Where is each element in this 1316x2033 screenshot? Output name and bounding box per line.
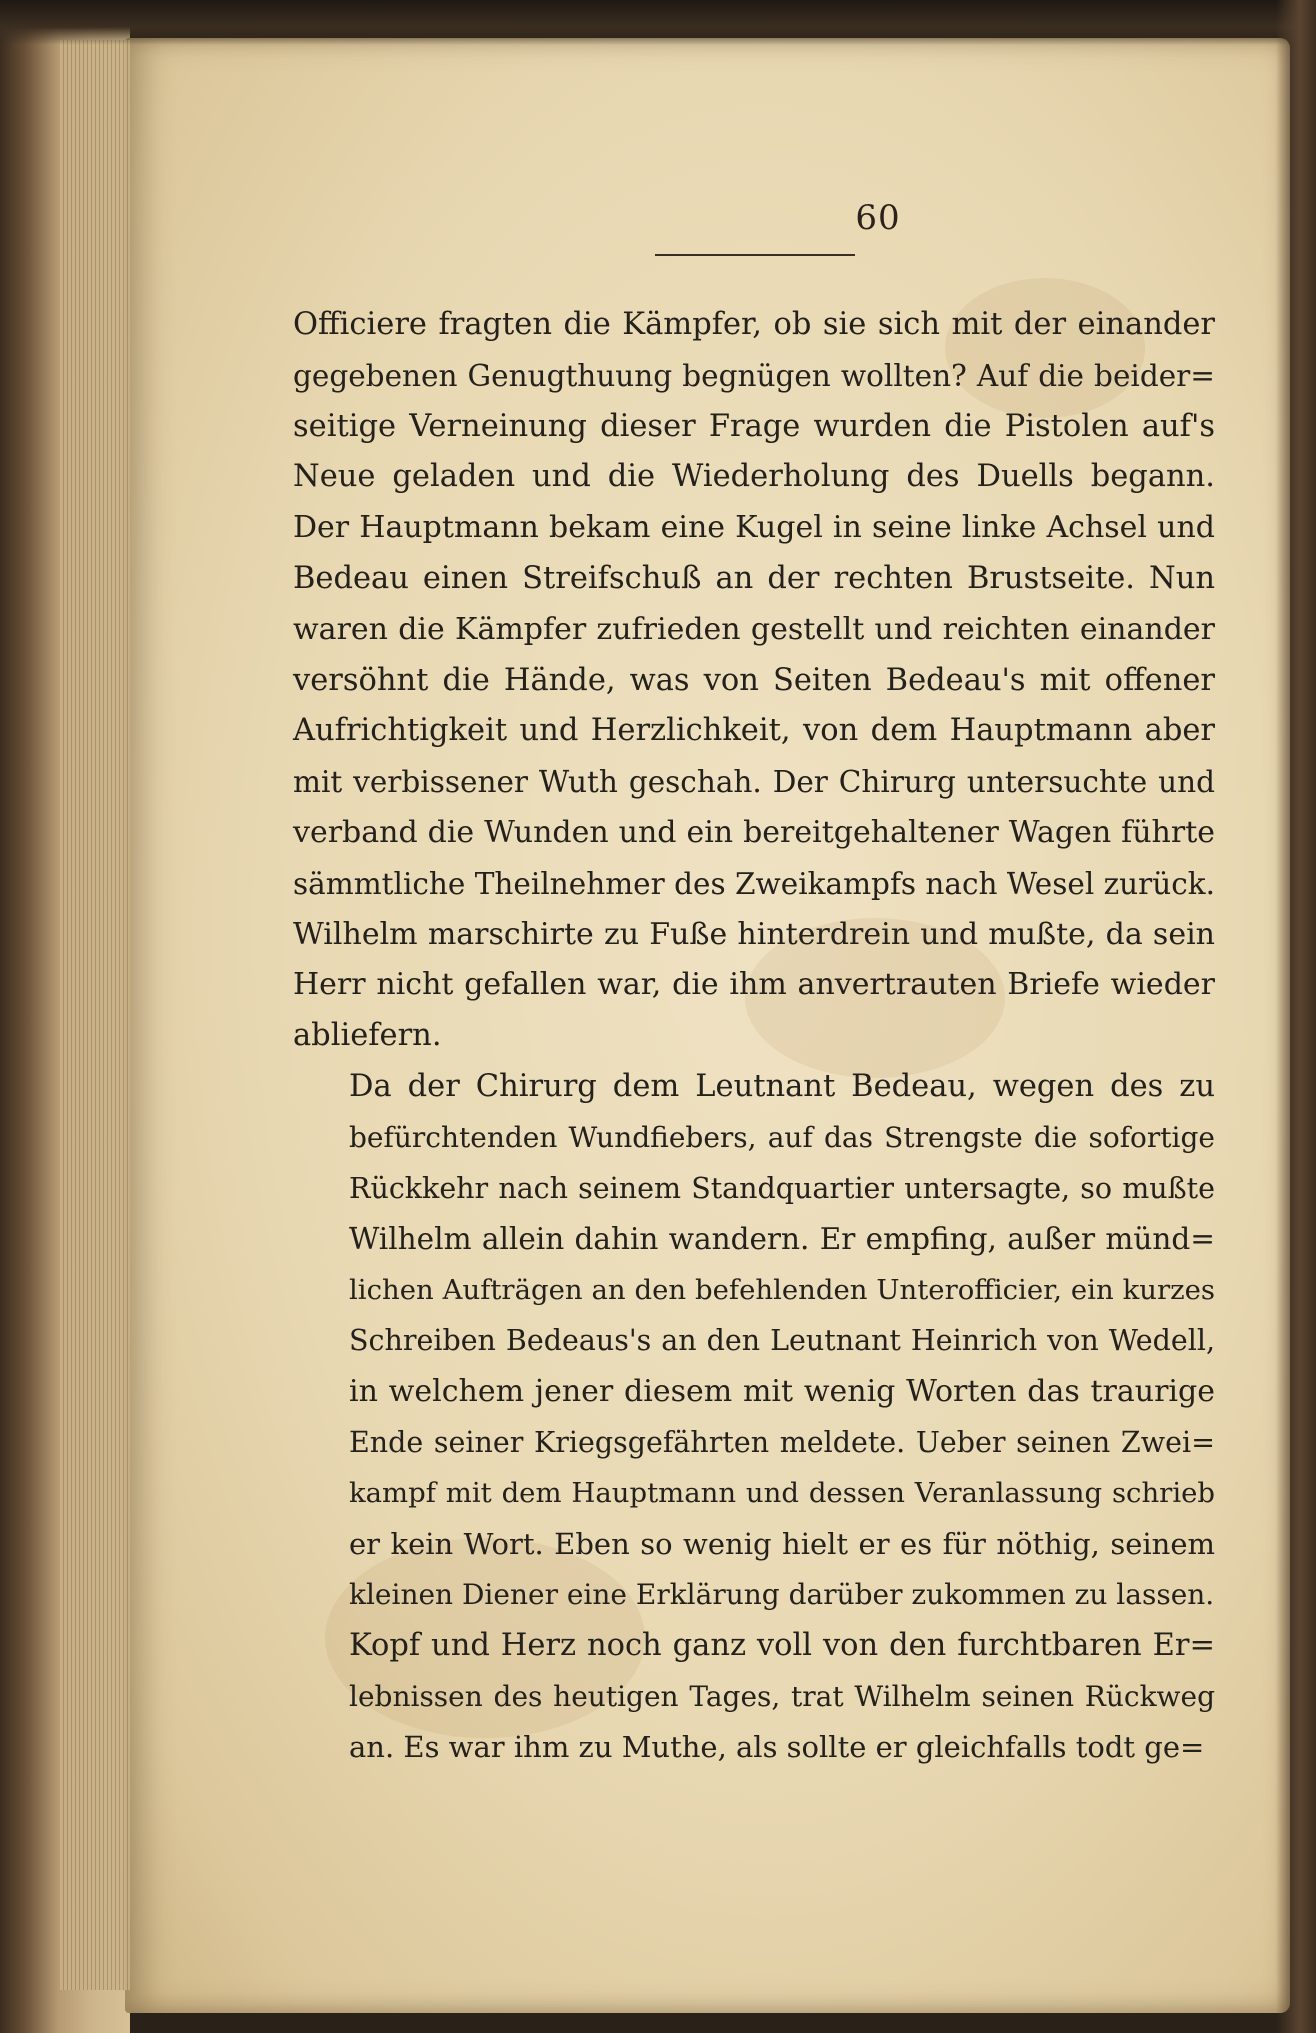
text-line: Da der Chirurg dem Leutnant Bedeau, wegen des zu xyxy=(349,1068,1215,1104)
page-number: 60 xyxy=(855,198,901,238)
text-line: mit verbissener Wuth geschah. Der Chirurg untersuchte und xyxy=(293,765,1215,800)
text-line: Wilhelm marschirte zu Fuße hinterdrein und mußte, da sein xyxy=(293,916,1215,952)
paragraph xyxy=(293,300,1215,1062)
paragraph xyxy=(293,1062,1215,1621)
text-line: lebnissen des heutigen Tages, trat Wilhelm seinen Rückweg xyxy=(349,1679,1215,1713)
page-number-rule xyxy=(655,254,855,256)
text-line: an. Es war ihm zu Muthe, als sollte er gleichfalls todt ge= xyxy=(349,1730,1205,1765)
text-line: waren die Kämpfer zufrieden gestellt und reichten einander xyxy=(293,611,1215,647)
text-line: in welchem jener diesem mit wenig Worten das traurige xyxy=(349,1373,1215,1409)
text-line: Herr nicht gefallen war, die ihm anvertrauten Briefe wieder xyxy=(293,967,1215,1003)
body-text xyxy=(293,300,1215,1773)
text-line: kampf mit dem Hauptmann und dessen Veranlassung schrieb xyxy=(349,1477,1215,1510)
text-line: Schreiben Bedeaus's an den Leutnant Heinrich von Wedell, xyxy=(349,1323,1215,1357)
book-cover-edge xyxy=(1276,0,1316,2033)
text-line: er kein Wort. Eben so wenig hielt er es für nöthig, seinem xyxy=(349,1527,1215,1562)
text-line: Kopf und Herz noch ganz voll von den furchtbaren Er= xyxy=(349,1627,1215,1663)
text-line: Neue geladen und die Wiederholung des Duells begann. xyxy=(293,459,1215,495)
text-line: Bedeau einen Streifschuß an der rechten Brustseite. Nun xyxy=(293,560,1215,596)
text-line: Der Hauptmann bekam eine Kugel in seine linke Achsel und xyxy=(293,510,1215,546)
text-line: Wilhelm allein dahin wandern. Er empfing, außer münd= xyxy=(349,1222,1215,1257)
text-line: Ende seiner Kriegsgefährten meldete. Ueber seinen Zwei= xyxy=(349,1425,1215,1459)
text-line: kleinen Diener eine Erklärung darüber zukommen zu lassen. xyxy=(349,1577,1215,1611)
paragraph xyxy=(293,1621,1215,1773)
text-line: Rückkehr nach seinem Standquartier untersagte, so mußte xyxy=(349,1171,1215,1205)
text-line: gegebenen Genugthuung begnügen wollten? Auf die beider= xyxy=(293,358,1215,393)
text-line: sämmtliche Theilnehmer des Zweikampfs nach Wesel zurück. xyxy=(293,866,1216,901)
text-line: seitige Verneinung dieser Frage wurden die Pistolen auf's xyxy=(293,408,1215,444)
text-line: befürchtenden Wundfiebers, auf das Strengste die sofortige xyxy=(349,1120,1215,1154)
text-line: verband die Wunden und ein bereitgehaltener Wagen führte xyxy=(293,814,1215,850)
text-line: abliefern. xyxy=(293,1018,442,1054)
text-line: Aufrichtigkeit und Herzlichkeit, von dem Hauptmann aber xyxy=(293,713,1215,749)
text-line: lichen Aufträgen an den befehlenden Unterofficier, ein kurzes xyxy=(349,1274,1215,1307)
page-edges xyxy=(60,40,130,1990)
text-line: versöhnt die Hände, was von Seiten Bedeau's mit offener xyxy=(293,662,1215,698)
text-line: Officiere fragten die Kämpfer, ob sie sich mit der einander xyxy=(293,307,1215,342)
book-top-shadow xyxy=(0,0,1316,45)
